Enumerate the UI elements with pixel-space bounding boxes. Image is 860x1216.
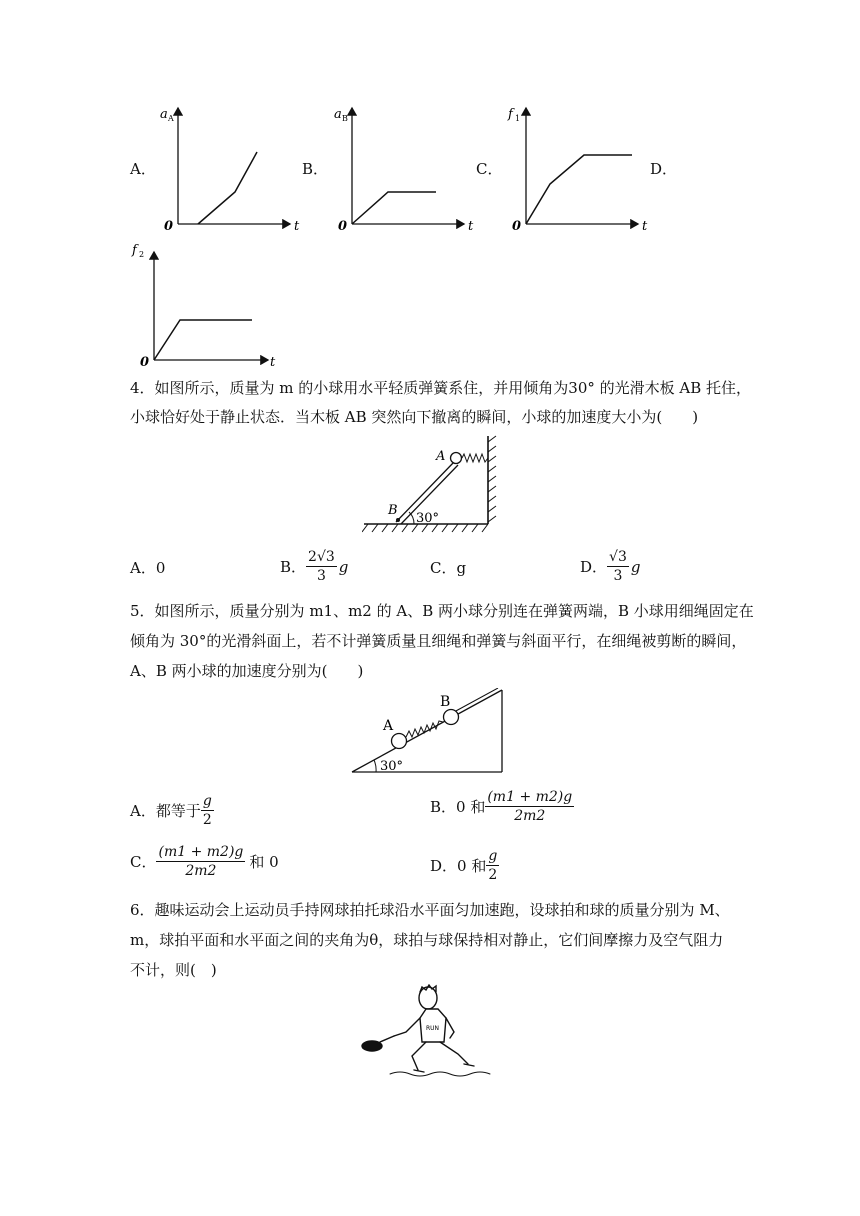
q4-option-b-den: 3 (316, 568, 326, 584)
q4-option-d-prefix: D． (580, 557, 608, 576)
graph-d-ysub: 2 (139, 250, 145, 259)
graph-a-xlabel: t (294, 219, 300, 234)
q4-line1: 4．如图所示，质量为 m 的小球用水平轻质弹簧系住，并用倾角为30° 的光滑木板 AB 托住， (130, 379, 752, 397)
graph-c-origin: 0 (512, 219, 522, 234)
q4-option-b-prefix: B． (280, 557, 307, 576)
q6-line1: 6．趣味运动会上运动员手持网球拍托球沿水平面匀加速跑，设球拍和球的质量分别为 M、 (130, 901, 730, 919)
q5-option-b-fraction (485, 788, 574, 825)
q4-line2: 小球恰好处于静止状态．当木板 AB 突然向下撤离的瞬间，小球的加速度大小为( ) (130, 408, 699, 426)
graph-b-xlabel: t (468, 219, 474, 234)
q5-fig-label-b: B (440, 694, 451, 710)
graph-b-curve (352, 192, 436, 224)
q6-line3: 不计，则( ) (130, 961, 217, 979)
graph-c-xlabel: t (642, 219, 648, 234)
option-c-label: C． (476, 160, 503, 178)
q5-option-a-fraction (201, 792, 214, 829)
q4-option-d-den: 3 (613, 568, 623, 584)
q4-option-a: A．0 (130, 559, 166, 577)
graph-b (324, 100, 484, 239)
q5-fig-label-a: A (383, 718, 394, 734)
q5-option-c-prefix: C． (130, 852, 157, 871)
graph-a-origin: 0 (164, 219, 174, 234)
q5-option-b-num: (m1 + m2)g (487, 789, 573, 805)
graph-d-origin: 0 (140, 355, 150, 370)
q4-option-d-num: √3 (609, 549, 627, 565)
q5-option-b (430, 788, 574, 825)
option-b-label: B． (302, 160, 329, 178)
q4-option-b (280, 548, 348, 585)
graph-a-ylabel: a (160, 107, 168, 122)
q4-figure (362, 432, 512, 540)
q5-option-d-den: 2 (488, 867, 498, 883)
q5-option-c (130, 843, 279, 880)
q4-option-c: C．g (430, 559, 467, 577)
q5-fig-angle: 30° (380, 759, 404, 774)
q5-option-c-den: 2m2 (185, 863, 217, 879)
option-a-label: A． (130, 160, 156, 178)
q5-option-d (430, 847, 499, 884)
svg-text:RUN: RUN (426, 1025, 440, 1032)
q5-option-c-num: (m1 + m2)g (158, 844, 244, 860)
graph-a-curve (198, 152, 257, 224)
graph-c-curve (526, 155, 632, 224)
q5-option-d-fraction (486, 847, 499, 884)
graph-b-ylabel: a (334, 107, 342, 122)
q5-option-c-fraction (156, 843, 245, 880)
q4-option-d-suffix: g (630, 557, 641, 576)
option-d-label: D． (650, 160, 678, 178)
q5-line3: A、B 两小球的加速度分别为( ) (130, 662, 364, 680)
graph-c-ylabel: f (508, 107, 513, 122)
q4-option-d-fraction (607, 548, 629, 585)
q5-option-d-prefix: D．0 和 (430, 856, 487, 875)
graph-b-ysub: B (342, 114, 348, 123)
graph-b-origin: 0 (338, 219, 348, 234)
q5-line2: 倾角为 30°的光滑斜面上，若不计弹簧质量且细绳和弹簧与斜面平行，在细绳被剪断的瞬间， (130, 632, 747, 650)
graph-d-ylabel: f (132, 243, 137, 258)
q5-option-a-den: 2 (202, 812, 212, 828)
graph-a-ysub: A (168, 114, 174, 123)
q4-option-b-num: 2√3 (308, 549, 335, 565)
q5-option-c-suffix: 和 0 (249, 852, 279, 871)
q6-runner-figure (356, 984, 506, 1088)
q5-option-a-prefix: A．都等于 (130, 801, 201, 820)
graph-c (498, 100, 658, 239)
q5-option-a (130, 792, 214, 829)
q4-fig-angle: 30° (416, 511, 440, 526)
graph-d (126, 238, 286, 377)
q5-option-b-prefix: B．0 和 (430, 797, 486, 816)
q4-option-d (580, 548, 640, 585)
q4-fig-label-b: B (388, 503, 398, 518)
q5-option-b-den: 2m2 (514, 808, 546, 824)
q4-fig-label-a: A (436, 449, 446, 464)
q4-option-b-suffix: g (338, 557, 349, 576)
q5-option-d-num: g (488, 848, 498, 864)
q5-figure (350, 688, 510, 782)
graph-c-ysub: 1 (515, 114, 521, 123)
q5-option-a-num: g (202, 793, 212, 809)
q4-option-b-fraction (306, 548, 337, 585)
graph-d-curve (154, 320, 252, 360)
graph-d-xlabel: t (270, 355, 276, 370)
q5-line1: 5．如图所示，质量分别为 m1、m2 的 A、B 两小球分别连在弹簧两端，B 小球用细绳固定在 (130, 602, 754, 620)
q6-line2: m，球拍平面和水平面之间的夹角为θ，球拍与球保持相对静止，它们间摩擦力及空气阻力 (130, 931, 724, 949)
graph-a (150, 100, 310, 239)
